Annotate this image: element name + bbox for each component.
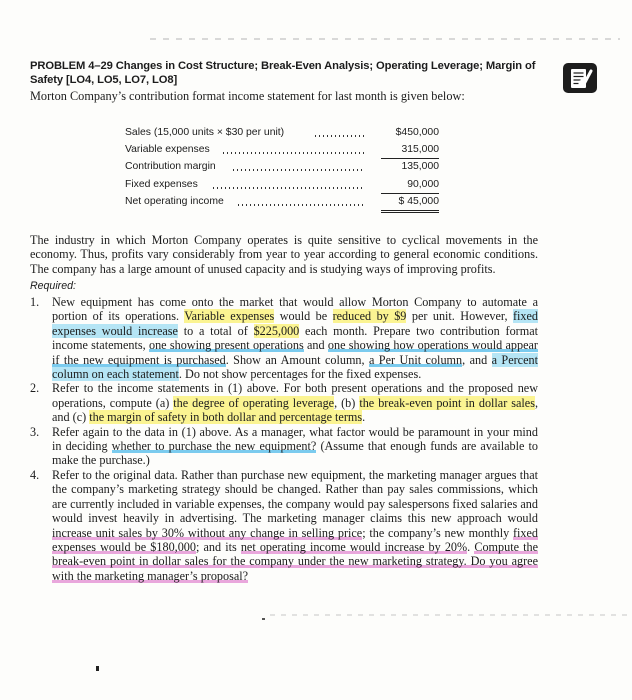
text-segment: ; the company’s new monthly bbox=[362, 525, 513, 540]
highlighted-text: the break-even point in dollar sales bbox=[359, 395, 535, 410]
text-segment: and bbox=[303, 338, 328, 353]
text-segment: Refer again to the data in (1) above. As a manager, what factor would be paramount in your mind in deciding bbox=[52, 424, 538, 454]
text-segment: Refer to the income statements in (1) above. For both present operations and the proposed new operations, compute (a) bbox=[52, 381, 538, 410]
text-segment: Refer to the original data. Rather than purchase new equipment, the marketing manager argues that the company’s marketing strategy should be changed. Rather than pay sales commissions, which are currently included in variable expenses, the company would pay salespersons fixed salaries and would invest heavily in advertising. The marketing manager claims this new approach would bbox=[52, 467, 538, 526]
leader-dots bbox=[213, 187, 365, 189]
sales-amount: $450,000 bbox=[395, 127, 439, 138]
requirement-text bbox=[52, 425, 538, 468]
text-segment: (Assume that enough funds are available to make the purchase.) bbox=[52, 439, 539, 468]
text-segment: New equipment has come onto the market that would allow Morton Company to automate a portion of its operations. bbox=[52, 295, 538, 324]
income-statement-row bbox=[125, 158, 445, 175]
contribution-margin-label: Contribution margin bbox=[125, 161, 216, 173]
industry-paragraph: The industry in which Morton Company operates is quite sensitive to cyclical movements in the economy. Thus, profits vary considerably from year to year according to general economic conditions. The company has a large amount of unused capacity and is studying ways of improving profits. bbox=[30, 233, 538, 276]
highlighted-text: the degree of operating leverage bbox=[173, 395, 335, 410]
text-segment: , (b) bbox=[334, 395, 360, 410]
requirement-number: 1. bbox=[30, 295, 40, 309]
problem-title: PROBLEM 4–29 Changes in Cost Structure; Break-Even Analysis; Operating Leverage; Margin of Safety [LO4, LO5, LO7, LO8] bbox=[30, 60, 536, 86]
required-label: Required: bbox=[30, 280, 76, 292]
requirement-text bbox=[52, 295, 538, 381]
highlighted-text: Variable expenses bbox=[184, 309, 275, 324]
text-segment: ; and its bbox=[196, 539, 241, 554]
variable-expenses-label: Variable expenses bbox=[125, 144, 210, 156]
leader-dots bbox=[315, 135, 365, 137]
highlighted-text: a Per Unit column bbox=[368, 352, 463, 367]
sales-label: Sales (15,000 units × $30 per unit) bbox=[125, 127, 285, 138]
leader-dots bbox=[223, 152, 365, 154]
text-segment: to a total of bbox=[177, 323, 254, 338]
scan-speck bbox=[262, 618, 265, 620]
highlighted-text: one showing present operations bbox=[148, 338, 304, 353]
contribution-margin-amount: 135,000 bbox=[401, 161, 439, 173]
requirement-item bbox=[30, 295, 538, 381]
income-statement bbox=[125, 124, 445, 210]
requirement-number: 2. bbox=[30, 381, 40, 396]
scan-artifact-top bbox=[150, 38, 620, 40]
leader-dots bbox=[233, 169, 365, 171]
text-segment: , and (c) bbox=[52, 395, 539, 425]
text-segment: . bbox=[362, 410, 366, 425]
income-statement-row bbox=[125, 176, 445, 193]
requirement-item bbox=[30, 468, 538, 583]
text-segment: each month. Prepare two contribution format income statements, bbox=[52, 323, 539, 353]
highlighted-text: reduced by $9 bbox=[332, 309, 407, 324]
text-segment: . Show an Amount column, bbox=[225, 352, 369, 367]
net-operating-income-label: Net operating income bbox=[125, 195, 224, 207]
requirement-text bbox=[52, 468, 538, 583]
highlighted-text: $225,000 bbox=[253, 323, 300, 338]
highlighted-text: Compute the break-even point in dollar sales for the company under the new marketing strategy. Do you agree with the marketing manager’s proposal? bbox=[52, 539, 539, 583]
variable-expenses-amount: 315,000 bbox=[381, 141, 439, 159]
worksheet-check-icon bbox=[563, 63, 597, 93]
scan-artifact-bottom bbox=[270, 614, 630, 616]
leader-dots bbox=[238, 204, 365, 206]
requirement-item bbox=[30, 425, 538, 468]
requirements-list bbox=[30, 295, 538, 583]
text-segment: . Do not show percentages for the fixed expenses. bbox=[178, 367, 422, 382]
text-segment: , and bbox=[462, 352, 492, 367]
requirement-number: 4. bbox=[30, 467, 40, 482]
text-segment: per unit. However, bbox=[406, 309, 513, 324]
highlighted-text: increase unit sales by 30% without any change in selling price bbox=[52, 525, 363, 540]
highlighted-text: a Percent column on each statement bbox=[52, 352, 538, 382]
problem-intro: Morton Company’s contribution format income statement for last month is given below: bbox=[30, 89, 465, 103]
highlighted-text: fixed expenses would increase bbox=[52, 309, 539, 338]
text-segment: . bbox=[467, 539, 475, 554]
highlighted-text: one showing how operations would appear if the new equipment is purchased bbox=[52, 338, 538, 367]
highlighted-text: whether to purchase the new equipment? bbox=[111, 439, 317, 454]
requirement-text bbox=[52, 381, 538, 424]
text-segment: would be bbox=[274, 309, 333, 324]
income-statement-row bbox=[125, 193, 445, 210]
fixed-expenses-amount: 90,000 bbox=[381, 176, 439, 194]
requirement-number: 3. bbox=[30, 424, 40, 439]
income-statement-row bbox=[125, 124, 445, 141]
highlighted-text: fixed expenses would be $180,000 bbox=[52, 525, 538, 554]
fixed-expenses-label: Fixed expenses bbox=[125, 178, 198, 190]
highlighted-text: the margin of safety in both dollar and percentage terms bbox=[89, 410, 363, 425]
requirement-item bbox=[30, 381, 538, 424]
net-operating-income-amount: $ 45,000 bbox=[381, 193, 439, 213]
highlighted-text: net operating income would increase by 20% bbox=[240, 539, 468, 554]
scan-speck bbox=[96, 666, 99, 671]
income-statement-row bbox=[125, 141, 445, 158]
